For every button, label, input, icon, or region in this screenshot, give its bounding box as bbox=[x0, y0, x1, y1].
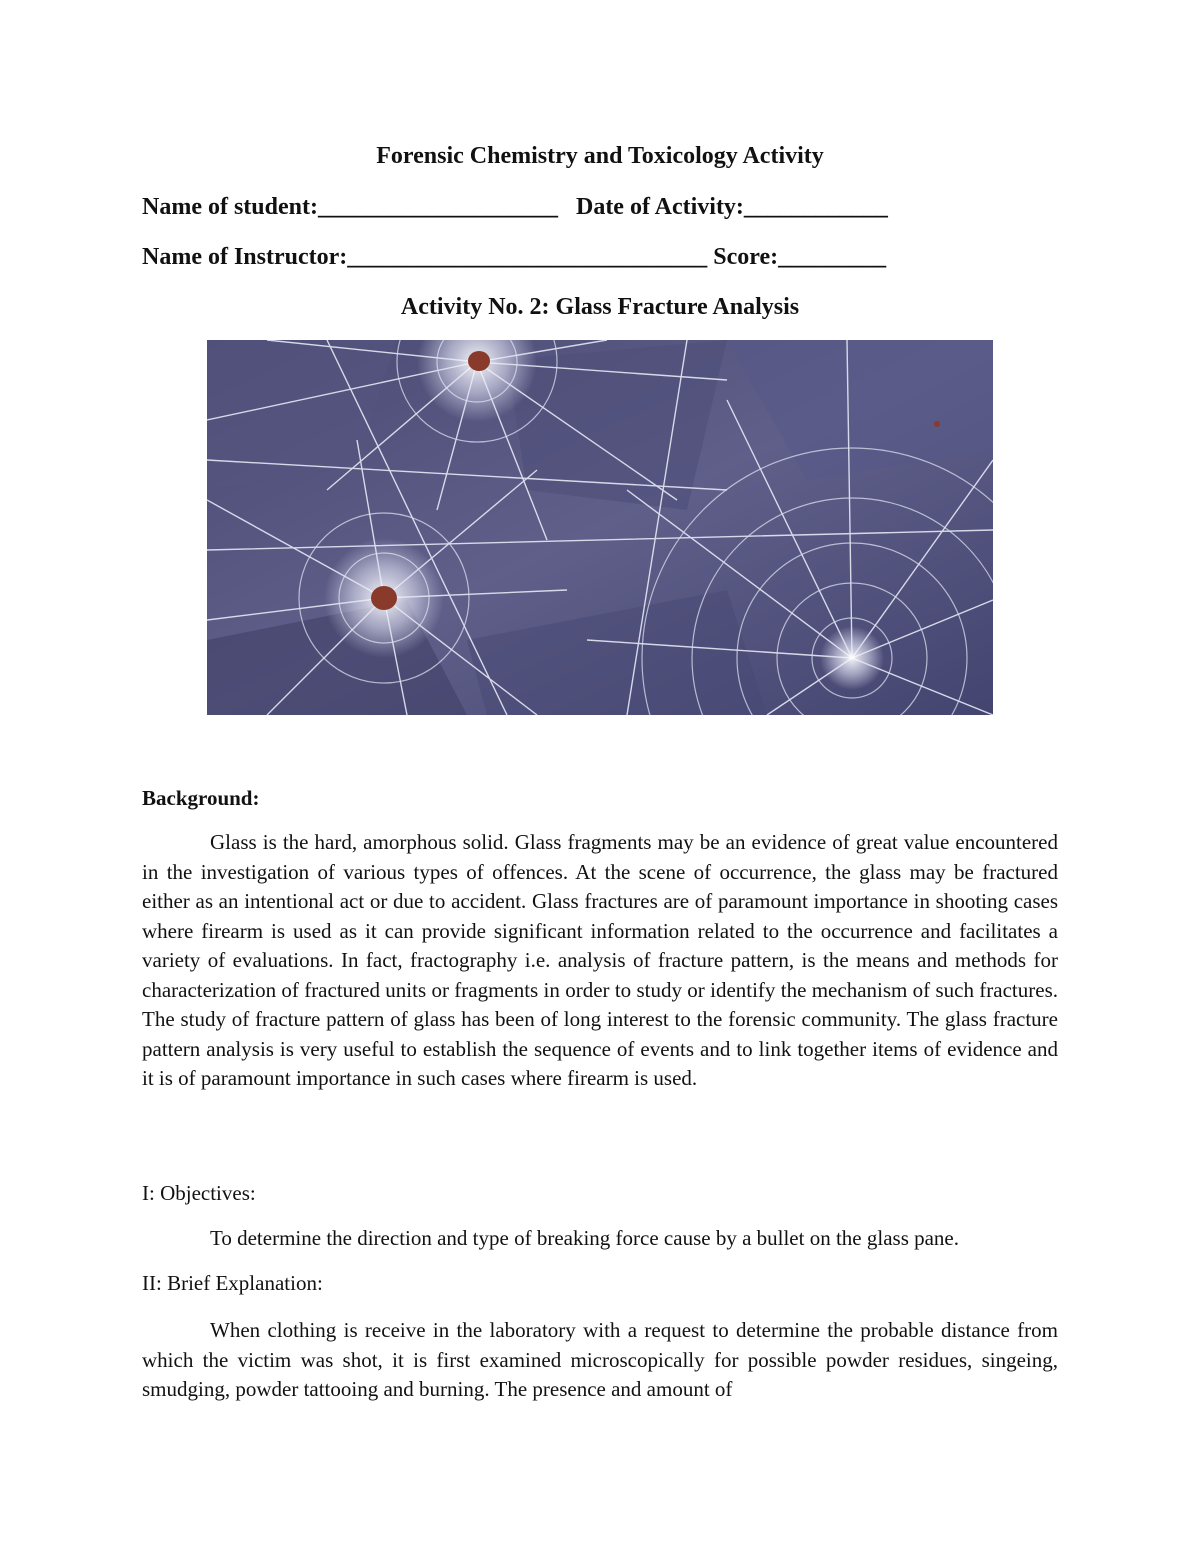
activity-title: Activity No. 2: Glass Fracture Analysis bbox=[400, 294, 800, 320]
objectives-text: To determine the direction and type of breaking force cause by a bullet on the glass pane. bbox=[210, 1226, 960, 1250]
objectives-heading: I: Objectives: bbox=[142, 1181, 256, 1205]
shattered-glass-photo bbox=[207, 340, 993, 715]
background-heading: Background: bbox=[142, 786, 260, 810]
student-date-line: Name of student:____________________ Date of Activity:____________ bbox=[142, 194, 888, 220]
instructor-score-line: Name of Instructor:______________________________ Score:_________ bbox=[142, 244, 887, 270]
document-title: Forensic Chemistry and Toxicology Activity bbox=[376, 143, 824, 169]
explanation-heading: II: Brief Explanation: bbox=[142, 1271, 323, 1295]
explanation-paragraph: When clothing is receive in the laboratory with a request to determine the probable distance from which the victim was shot, it is first examined microscopically for possible powder residues, singeing, smudging, powder tattooing and burning. The presence and amount of bbox=[142, 1318, 1058, 1401]
background-paragraph: Glass is the hard, amorphous solid. Glass fragments may be an evidence of great value encountered in the investigation of various types of offences. At the scene of occurrence, the glass may be fractured either as an intentional act or due to accident. Glass fractures are of paramount importance in shooting cases where firearm is used as it can provide significant information related to the occurrence and facilitates a variety of evaluations. In fact, fractography i.e. analysis of fracture pattern, is the means and methods for characterization of fractured units or fragments in order to study or identify the mechanism of such fractures. The study of fracture pattern of glass has been of long interest to the forensic community. The glass fracture pattern analysis is very useful to establish the sequence of events and to link together items of evidence and it is of paramount importance in such cases where firearm is used. bbox=[142, 830, 1058, 1090]
